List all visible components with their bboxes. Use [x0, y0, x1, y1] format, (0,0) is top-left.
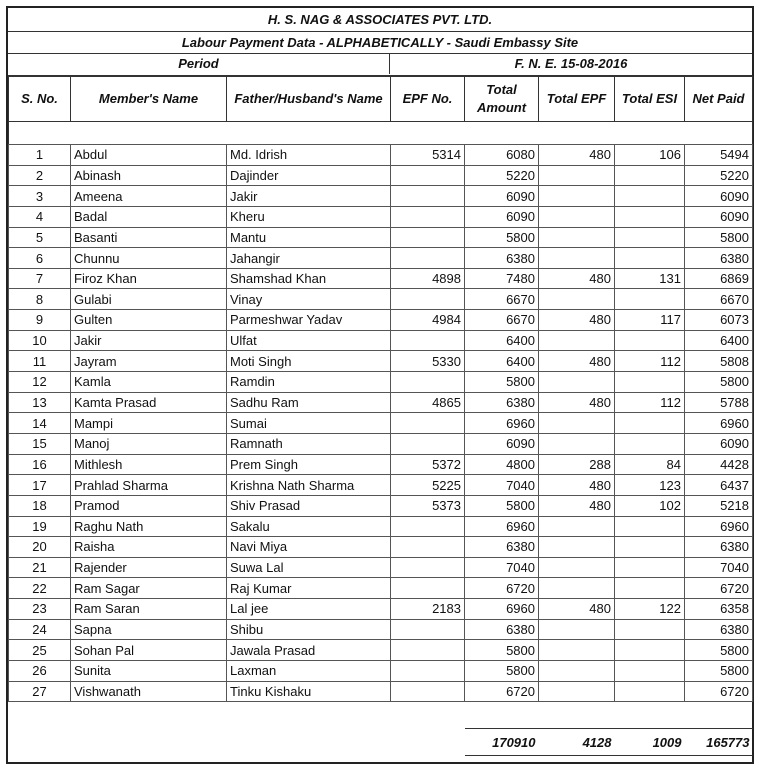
cell-total-esi [615, 578, 685, 599]
cell-member-name: Mithlesh [71, 454, 227, 475]
cell-epf-no [391, 413, 465, 434]
cell-epf-no [391, 557, 465, 578]
cell-father-name: Lal jee [227, 599, 391, 620]
cell-total-epf [539, 433, 615, 454]
cell-total-amount: 6670 [465, 289, 539, 310]
cell-epf-no [391, 661, 465, 682]
table-row [9, 351, 753, 372]
cell-total-amount: 5220 [465, 165, 539, 186]
cell-total-epf [539, 661, 615, 682]
cell-total-epf [539, 165, 615, 186]
table-row [9, 640, 753, 661]
cell-total-amount: 6090 [465, 206, 539, 227]
cell-total-amount: 7040 [465, 475, 539, 496]
cell-total-epf: 480 [539, 495, 615, 516]
cell-sno: 11 [9, 351, 71, 372]
cell-total-amount: 5800 [465, 372, 539, 393]
cell-net-paid: 6090 [685, 433, 753, 454]
cell-member-name: Jayram [71, 351, 227, 372]
cell-total-epf: 288 [539, 454, 615, 475]
table-row [9, 248, 753, 269]
cell-member-name: Prahlad Sharma [71, 475, 227, 496]
cell-sno: 16 [9, 454, 71, 475]
cell-total-esi: 112 [615, 392, 685, 413]
cell-member-name: Sunita [71, 661, 227, 682]
table-row [9, 268, 753, 289]
cell-net-paid: 5494 [685, 145, 753, 166]
cell-total-amount: 6960 [465, 413, 539, 434]
cell-total-esi [615, 557, 685, 578]
col-total-epf-header: Total EPF [539, 77, 615, 122]
cell-father-name: Suwa Lal [227, 557, 391, 578]
labour-payment-table [8, 76, 753, 756]
cell-epf-no [391, 516, 465, 537]
spacer-row [9, 122, 753, 145]
cell-sno: 10 [9, 330, 71, 351]
cell-member-name: Chunnu [71, 248, 227, 269]
cell-epf-no [391, 227, 465, 248]
cell-member-name: Firoz Khan [71, 268, 227, 289]
cell-total-esi [615, 372, 685, 393]
table-row [9, 557, 753, 578]
cell-total-esi [615, 516, 685, 537]
cell-net-paid: 5788 [685, 392, 753, 413]
cell-sno: 14 [9, 413, 71, 434]
table-body [9, 122, 753, 702]
cell-total-epf [539, 186, 615, 207]
cell-total-amount: 6400 [465, 330, 539, 351]
cell-total-amount: 5800 [465, 495, 539, 516]
cell-total-epf [539, 206, 615, 227]
cell-net-paid: 5220 [685, 165, 753, 186]
cell-father-name: Tinku Kishaku [227, 681, 391, 702]
cell-member-name: Sohan Pal [71, 640, 227, 661]
cell-sno: 22 [9, 578, 71, 599]
cell-net-paid: 6380 [685, 248, 753, 269]
cell-total-epf: 480 [539, 268, 615, 289]
cell-total-esi: 112 [615, 351, 685, 372]
table-row [9, 330, 753, 351]
cell-member-name: Sapna [71, 619, 227, 640]
cell-member-name: Abinash [71, 165, 227, 186]
spacer-row-bottom [9, 702, 753, 729]
cell-epf-no [391, 640, 465, 661]
cell-member-name: Kamta Prasad [71, 392, 227, 413]
cell-total-epf [539, 330, 615, 351]
cell-total-esi: 117 [615, 310, 685, 331]
cell-total-amount: 5800 [465, 640, 539, 661]
cell-member-name: Raisha [71, 537, 227, 558]
cell-epf-no [391, 537, 465, 558]
cell-total-amount: 6670 [465, 310, 539, 331]
cell-total-esi [615, 248, 685, 269]
cell-net-paid: 7040 [685, 557, 753, 578]
cell-epf-no: 4865 [391, 392, 465, 413]
cell-father-name: Ulfat [227, 330, 391, 351]
period-label: Period [8, 54, 390, 74]
cell-net-paid: 6720 [685, 681, 753, 702]
total-epf-sum: 4128 [539, 729, 615, 756]
cell-sno: 12 [9, 372, 71, 393]
cell-total-epf: 480 [539, 145, 615, 166]
cell-total-esi: 84 [615, 454, 685, 475]
cell-total-amount: 6080 [465, 145, 539, 166]
totals-row [9, 729, 753, 756]
cell-father-name: Jakir [227, 186, 391, 207]
cell-sno: 23 [9, 599, 71, 620]
cell-total-epf: 480 [539, 392, 615, 413]
cell-net-paid: 6960 [685, 516, 753, 537]
total-esi-sum: 1009 [615, 729, 685, 756]
cell-total-esi [615, 186, 685, 207]
cell-total-epf: 480 [539, 599, 615, 620]
cell-net-paid: 6670 [685, 289, 753, 310]
cell-member-name: Abdul [71, 145, 227, 166]
cell-total-amount: 6400 [465, 351, 539, 372]
cell-father-name: Md. Idrish [227, 145, 391, 166]
cell-total-esi [615, 433, 685, 454]
cell-father-name: Ramdin [227, 372, 391, 393]
cell-sno: 21 [9, 557, 71, 578]
cell-sno: 15 [9, 433, 71, 454]
cell-total-esi: 131 [615, 268, 685, 289]
cell-total-esi: 122 [615, 599, 685, 620]
cell-total-epf: 480 [539, 351, 615, 372]
cell-total-epf [539, 413, 615, 434]
cell-sno: 6 [9, 248, 71, 269]
cell-sno: 3 [9, 186, 71, 207]
cell-father-name: Jahangir [227, 248, 391, 269]
cell-sno: 8 [9, 289, 71, 310]
table-row [9, 475, 753, 496]
payment-sheet [6, 6, 754, 764]
cell-total-epf [539, 372, 615, 393]
cell-father-name: Parmeshwar Yadav [227, 310, 391, 331]
cell-member-name: Jakir [71, 330, 227, 351]
cell-epf-no [391, 248, 465, 269]
cell-sno: 1 [9, 145, 71, 166]
cell-member-name: Vishwanath [71, 681, 227, 702]
cell-net-paid: 5800 [685, 227, 753, 248]
cell-sno: 19 [9, 516, 71, 537]
cell-total-amount: 7480 [465, 268, 539, 289]
cell-epf-no [391, 578, 465, 599]
col-total-esi-header: Total ESI [615, 77, 685, 122]
cell-father-name: Dajinder [227, 165, 391, 186]
net-paid-sum: 165773 [685, 729, 753, 756]
cell-total-esi [615, 165, 685, 186]
cell-father-name: Raj Kumar [227, 578, 391, 599]
cell-member-name: Kamla [71, 372, 227, 393]
cell-epf-no [391, 165, 465, 186]
cell-sno: 26 [9, 661, 71, 682]
col-sno-header: S. No. [9, 77, 71, 122]
cell-epf-no: 5225 [391, 475, 465, 496]
cell-total-epf [539, 681, 615, 702]
cell-total-epf: 480 [539, 475, 615, 496]
table-row [9, 186, 753, 207]
cell-father-name: Kheru [227, 206, 391, 227]
cell-total-epf [539, 516, 615, 537]
cell-net-paid: 6869 [685, 268, 753, 289]
table-row [9, 516, 753, 537]
table-row [9, 578, 753, 599]
cell-net-paid: 5800 [685, 372, 753, 393]
table-row [9, 619, 753, 640]
cell-total-epf [539, 619, 615, 640]
cell-father-name: Shibu [227, 619, 391, 640]
cell-total-epf [539, 537, 615, 558]
cell-net-paid: 5218 [685, 495, 753, 516]
cell-total-epf [539, 248, 615, 269]
cell-epf-no [391, 433, 465, 454]
cell-member-name: Gulten [71, 310, 227, 331]
cell-sno: 13 [9, 392, 71, 413]
cell-epf-no [391, 372, 465, 393]
table-row [9, 495, 753, 516]
cell-total-amount: 6960 [465, 599, 539, 620]
cell-net-paid: 6400 [685, 330, 753, 351]
cell-total-amount: 6090 [465, 186, 539, 207]
table-row [9, 599, 753, 620]
cell-father-name: Krishna Nath Sharma [227, 475, 391, 496]
cell-total-amount: 6380 [465, 392, 539, 413]
cell-sno: 5 [9, 227, 71, 248]
cell-total-esi [615, 661, 685, 682]
cell-member-name: Manoj [71, 433, 227, 454]
cell-epf-no: 5314 [391, 145, 465, 166]
cell-epf-no [391, 186, 465, 207]
cell-total-esi [615, 413, 685, 434]
cell-net-paid: 5800 [685, 661, 753, 682]
cell-epf-no: 4898 [391, 268, 465, 289]
table-row [9, 681, 753, 702]
table-row [9, 145, 753, 166]
cell-father-name: Prem Singh [227, 454, 391, 475]
cell-total-amount: 7040 [465, 557, 539, 578]
cell-total-amount: 6720 [465, 578, 539, 599]
cell-member-name: Pramod [71, 495, 227, 516]
cell-member-name: Mampi [71, 413, 227, 434]
cell-father-name: Jawala Prasad [227, 640, 391, 661]
cell-member-name: Rajender [71, 557, 227, 578]
cell-sno: 20 [9, 537, 71, 558]
cell-epf-no [391, 206, 465, 227]
col-total-amount-header: Total Amount [465, 77, 539, 122]
cell-total-esi [615, 640, 685, 661]
cell-total-esi [615, 619, 685, 640]
col-net-paid-header: Net Paid [685, 77, 753, 122]
cell-father-name: Laxman [227, 661, 391, 682]
cell-member-name: Ram Saran [71, 599, 227, 620]
cell-sno: 9 [9, 310, 71, 331]
cell-net-paid: 6073 [685, 310, 753, 331]
cell-total-esi [615, 537, 685, 558]
col-father-header: Father/Husband's Name [227, 77, 391, 122]
cell-sno: 27 [9, 681, 71, 702]
cell-total-esi [615, 289, 685, 310]
cell-sno: 4 [9, 206, 71, 227]
cell-father-name: Ramnath [227, 433, 391, 454]
cell-epf-no [391, 681, 465, 702]
cell-net-paid: 5808 [685, 351, 753, 372]
total-amount-sum: 170910 [465, 729, 539, 756]
cell-epf-no: 5372 [391, 454, 465, 475]
table-row [9, 413, 753, 434]
table-row [9, 165, 753, 186]
cell-epf-no: 2183 [391, 599, 465, 620]
cell-epf-no: 4984 [391, 310, 465, 331]
cell-total-amount: 6380 [465, 248, 539, 269]
cell-sno: 18 [9, 495, 71, 516]
table-row [9, 372, 753, 393]
cell-total-esi [615, 681, 685, 702]
cell-net-paid: 6358 [685, 599, 753, 620]
cell-total-esi: 102 [615, 495, 685, 516]
cell-net-paid: 6960 [685, 413, 753, 434]
cell-member-name: Ameena [71, 186, 227, 207]
table-row [9, 227, 753, 248]
table-row [9, 537, 753, 558]
table-row [9, 661, 753, 682]
cell-member-name: Raghu Nath [71, 516, 227, 537]
report-subtitle: Labour Payment Data - ALPHABETICALLY - Saudi Embassy Site [8, 32, 752, 54]
cell-total-epf [539, 640, 615, 661]
cell-net-paid: 4428 [685, 454, 753, 475]
cell-total-esi: 123 [615, 475, 685, 496]
cell-father-name: Moti Singh [227, 351, 391, 372]
cell-sno: 7 [9, 268, 71, 289]
period-value: F. N. E. 15-08-2016 [514, 56, 628, 71]
period-row [8, 54, 752, 76]
cell-epf-no [391, 619, 465, 640]
table-row [9, 310, 753, 331]
cell-sno: 24 [9, 619, 71, 640]
cell-total-amount: 4800 [465, 454, 539, 475]
cell-father-name: Shamshad Khan [227, 268, 391, 289]
table-row [9, 289, 753, 310]
col-epf-no-header: EPF No. [391, 77, 465, 122]
cell-total-epf [539, 289, 615, 310]
header-row [9, 77, 753, 122]
cell-father-name: Sakalu [227, 516, 391, 537]
cell-net-paid: 6090 [685, 206, 753, 227]
cell-member-name: Badal [71, 206, 227, 227]
cell-father-name: Sadhu Ram [227, 392, 391, 413]
cell-net-paid: 6380 [685, 537, 753, 558]
cell-net-paid: 6720 [685, 578, 753, 599]
cell-total-esi [615, 330, 685, 351]
cell-total-amount: 5800 [465, 661, 539, 682]
cell-father-name: Navi Miya [227, 537, 391, 558]
cell-net-paid: 5800 [685, 640, 753, 661]
cell-total-esi: 106 [615, 145, 685, 166]
cell-total-epf [539, 227, 615, 248]
cell-total-amount: 6380 [465, 537, 539, 558]
cell-epf-no: 5373 [391, 495, 465, 516]
cell-net-paid: 6380 [685, 619, 753, 640]
cell-total-epf [539, 578, 615, 599]
cell-member-name: Basanti [71, 227, 227, 248]
cell-total-esi [615, 227, 685, 248]
cell-total-epf: 480 [539, 310, 615, 331]
cell-sno: 17 [9, 475, 71, 496]
table-row [9, 433, 753, 454]
cell-total-amount: 5800 [465, 227, 539, 248]
cell-member-name: Ram Sagar [71, 578, 227, 599]
cell-net-paid: 6090 [685, 186, 753, 207]
cell-total-amount: 6960 [465, 516, 539, 537]
cell-sno: 2 [9, 165, 71, 186]
cell-total-amount: 6380 [465, 619, 539, 640]
cell-father-name: Vinay [227, 289, 391, 310]
cell-total-amount: 6090 [465, 433, 539, 454]
cell-epf-no [391, 289, 465, 310]
cell-epf-no [391, 330, 465, 351]
cell-father-name: Mantu [227, 227, 391, 248]
cell-father-name: Shiv Prasad [227, 495, 391, 516]
cell-father-name: Sumai [227, 413, 391, 434]
table-row [9, 454, 753, 475]
cell-epf-no: 5330 [391, 351, 465, 372]
company-name: H. S. NAG & ASSOCIATES PVT. LTD. [8, 8, 752, 32]
table-row [9, 206, 753, 227]
cell-member-name: Gulabi [71, 289, 227, 310]
cell-total-esi [615, 206, 685, 227]
cell-net-paid: 6437 [685, 475, 753, 496]
cell-sno: 25 [9, 640, 71, 661]
cell-total-epf [539, 557, 615, 578]
col-member-header: Member's Name [71, 77, 227, 122]
cell-total-amount: 6720 [465, 681, 539, 702]
table-row [9, 392, 753, 413]
